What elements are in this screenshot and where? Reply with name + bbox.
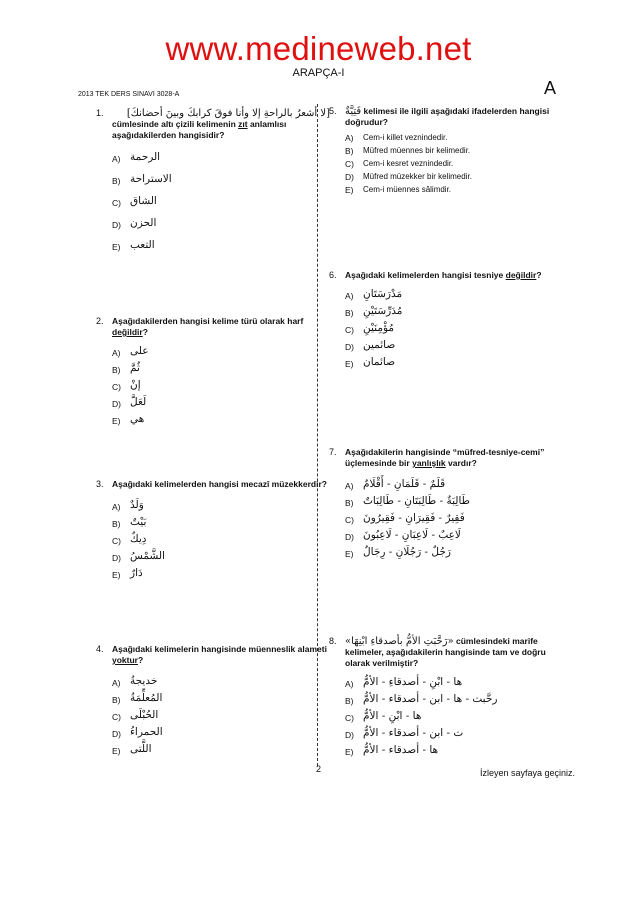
site-watermark-url: www.medineweb.net (165, 30, 472, 67)
option-d[interactable]: D) ت - ابن - أصدقاء - الأمُّ (345, 727, 464, 740)
option-d[interactable]: D) Müfred müzekker bir kelimedir. (345, 172, 472, 182)
question-5 (329, 106, 563, 197)
option-b[interactable]: B) طَالِبَةٌ - طَالِبَتَانِ - طَالِبَاتٌ (345, 495, 471, 508)
question-text: Aşağıdaki kelimelerden hangisi tesniye değildir? (345, 270, 542, 280)
question-text: فَتِيَّةٌ kelimesi ile ilgili aşağıdaki ifadelerden hangisi doğrudur? (345, 106, 550, 127)
question-number: 2. (96, 316, 104, 326)
option-e[interactable]: E) صائمان (345, 356, 396, 369)
question-arabic-word: فَتِيَّةٌ (345, 106, 362, 117)
question-7 (329, 447, 563, 563)
question-text: [لا أشعرُ بالراحةِ إلا وأنا فوقَ كرابكَ وبينَ أحضانكَ] cümlesinde altı çizili kelimenin zıt anlamlısı aşağıdakilerden hangisidir? (112, 108, 330, 140)
option-e[interactable]: E) هي (112, 413, 145, 426)
answer-options (345, 478, 563, 563)
answer-options (112, 151, 330, 261)
question-number: 1. (96, 108, 104, 118)
answer-options (112, 675, 330, 760)
option-a[interactable]: A) Cem-i killet veznindedir. (345, 133, 448, 143)
question-text: Aşağıdaki kelimelerin hangisinde müenneslik alameti yoktur? (112, 644, 327, 665)
option-d[interactable]: D) لَاعِبٌ - لَاعِبَانِ - لَاعِبُونَ (345, 529, 461, 542)
answer-options (345, 132, 563, 197)
option-b[interactable]: B) مُدَرِّسَتَيْنِ (345, 305, 403, 318)
option-d[interactable]: D) صائمين (345, 339, 396, 352)
question-text: «رَحَّبَتِ الأمُّ بأصدقاءِ ابْنِهَا» cümlesindeki marife kelimeler, aşağıdakilerin hangisinde tam ve doğru olarak verilmiştir? (345, 636, 546, 668)
option-b[interactable]: B) بَيْتٌ (112, 516, 147, 529)
option-a[interactable]: A) وَلَدٌ (112, 499, 144, 512)
option-b[interactable]: B) المُعلِّمَةُ (112, 692, 163, 705)
option-b[interactable]: B) ثُمَّ (112, 362, 140, 375)
answer-options (112, 345, 330, 430)
option-e[interactable]: E) اللَّتى (112, 743, 152, 756)
option-a[interactable]: A) الرحمة (112, 151, 161, 164)
option-b[interactable]: B) رحَّبت - ها - ابن - أصدقاء - الأمُّ (345, 693, 498, 706)
exam-code: 2013 TEK DERS SINAVI 3028-A (78, 91, 180, 98)
question-number: 8. (329, 636, 337, 646)
option-a[interactable]: A) مَدْرَسَتَانِ (345, 288, 403, 301)
option-c[interactable]: C) الشاق (112, 195, 157, 208)
option-a[interactable]: A) ها - ابْنِ - أصدقاءِ - الأمُّ (345, 676, 463, 689)
question-text: Aşağıdakilerden hangisi kelime türü olarak harf değildir? (112, 316, 304, 337)
question-text: Aşağıdakilerin hangisinde “müfred-tesniye-cemi” üçlemesinde bir yanlışlık vardır? (345, 447, 545, 468)
question-text: Aşağıdaki kelimelerden hangisi mecazî müzekkerdir? (112, 479, 327, 489)
option-a[interactable]: A) قَلَمٌ - قَلَمَانِ - أَقْلَامٌ (345, 478, 446, 491)
option-c[interactable]: C) إنْ (112, 379, 141, 392)
option-b[interactable]: B) Müfred müennes bir kelimedir. (345, 146, 471, 156)
question-number: 7. (329, 447, 337, 457)
option-c[interactable]: C) مُؤْمِنَيْنِ (345, 322, 395, 335)
question-number: 3. (96, 479, 104, 489)
option-e[interactable]: E) دَارٌ (112, 567, 143, 580)
question-1 (96, 108, 330, 261)
option-d[interactable]: D) الحزن (112, 217, 157, 230)
page-number: 2 (316, 764, 322, 774)
subject-title: ARAPÇA-I (292, 67, 345, 79)
option-c[interactable]: C) ها - ابْنِ - الأمُّ (345, 710, 422, 723)
option-e[interactable]: E) رَجُلٌ - رَجُلَانِ - رِجَالٌ (345, 546, 451, 559)
option-c[interactable]: C) فَقِيرٌ - فَقِيرَانِ - فَقِيرُونَ (345, 512, 465, 525)
question-2 (96, 316, 330, 430)
answer-options (112, 499, 330, 584)
option-a[interactable]: A) علی (112, 345, 149, 358)
option-c[interactable]: C) دِيكٌ (112, 533, 147, 546)
option-c[interactable]: C) Cem-i kesret veznindedir. (345, 159, 454, 169)
answer-options (345, 288, 563, 373)
option-d[interactable]: D) الشَّمْسُ (112, 550, 165, 563)
question-number: 5. (329, 106, 337, 116)
booklet-letter: A (544, 78, 557, 98)
question-number: 6. (329, 270, 337, 280)
option-e[interactable]: E) التعب (112, 239, 155, 252)
option-d[interactable]: D) الحمراءُ (112, 726, 163, 739)
question-arabic-sentence: [لا أشعرُ بالراحةِ إلا وأنا فوقَ كرابكَ وبينَ أحضانكَ] (126, 108, 330, 119)
option-e[interactable]: E) ها - أصدقاء - الأمُّ (345, 744, 439, 757)
option-c[interactable]: C) الحُبْلَى (112, 709, 159, 722)
question-4 (96, 644, 330, 760)
option-d[interactable]: D) لَعَلَّ (112, 396, 147, 409)
question-6 (329, 270, 563, 373)
continue-note: İzleyen sayfaya geçiniz. (480, 768, 576, 778)
answer-options (345, 676, 563, 761)
option-a[interactable]: A) خديجةُ (112, 675, 158, 688)
question-3 (96, 479, 330, 584)
option-e[interactable]: E) Cem-i müennes sâlimdir. (345, 185, 452, 195)
question-8 (329, 636, 563, 761)
question-arabic-sentence: «رَحَّبَتِ الأمُّ بأصدقاءِ ابْنِهَا» (345, 636, 454, 647)
option-b[interactable]: B) الاستراحة (112, 173, 172, 186)
question-number: 4. (96, 644, 104, 654)
